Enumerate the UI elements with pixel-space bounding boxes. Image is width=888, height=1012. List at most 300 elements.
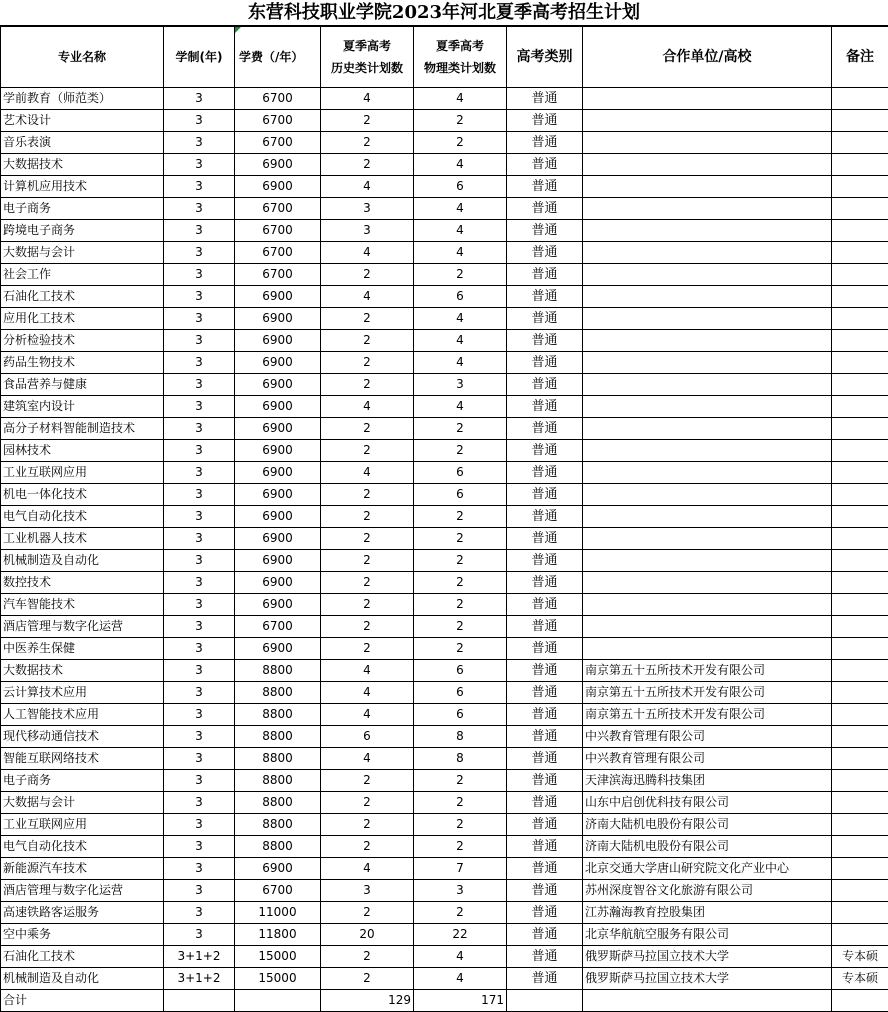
cell-physics-plan[interactable]: 2 (414, 594, 507, 616)
cell-partner[interactable] (583, 88, 832, 110)
cell-partner[interactable]: 苏州深度智谷文化旅游有限公司 (583, 880, 832, 902)
cell-remark[interactable] (832, 814, 888, 836)
header-partner[interactable]: 合作单位/高校 (583, 27, 832, 88)
header-history[interactable] (321, 27, 414, 88)
cell-fee[interactable]: 6700 (235, 88, 321, 110)
cell-history-plan[interactable]: 2 (321, 506, 414, 528)
cell-history-plan[interactable]: 2 (321, 814, 414, 836)
cell-duration[interactable]: 3 (164, 506, 235, 528)
cell-fee[interactable]: 6700 (235, 616, 321, 638)
cell-partner[interactable] (583, 418, 832, 440)
cell-major[interactable]: 应用化工技术 (1, 308, 164, 330)
cell-remark[interactable] (832, 88, 888, 110)
cell-partner[interactable] (583, 616, 832, 638)
cell-fee[interactable]: 6900 (235, 484, 321, 506)
cell-category[interactable]: 普通 (507, 506, 583, 528)
cell-major[interactable]: 数控技术 (1, 572, 164, 594)
cell-fee[interactable]: 6900 (235, 176, 321, 198)
cell-history-plan[interactable]: 3 (321, 198, 414, 220)
cell-category[interactable]: 普通 (507, 880, 583, 902)
cell-duration[interactable]: 3 (164, 814, 235, 836)
cell-remark[interactable] (832, 704, 888, 726)
cell-category[interactable]: 普通 (507, 264, 583, 286)
cell-category[interactable]: 普通 (507, 110, 583, 132)
cell-physics-plan[interactable]: 7 (414, 858, 507, 880)
cell-remark[interactable] (832, 770, 888, 792)
total-label[interactable]: 合计 (1, 990, 164, 1012)
cell-partner[interactable] (583, 352, 832, 374)
cell-major[interactable]: 酒店管理与数字化运营 (1, 880, 164, 902)
cell-partner[interactable]: 江苏瀚海教育控股集团 (583, 902, 832, 924)
cell-major[interactable]: 机电一体化技术 (1, 484, 164, 506)
cell-duration[interactable]: 3 (164, 440, 235, 462)
cell-major[interactable]: 机械制造及自动化 (1, 968, 164, 990)
cell-partner[interactable] (583, 198, 832, 220)
cell-history-plan[interactable]: 2 (321, 418, 414, 440)
cell-partner[interactable]: 北京交通大学唐山研究院文化产业中心 (583, 858, 832, 880)
cell-physics-plan[interactable]: 2 (414, 638, 507, 660)
cell-physics-plan[interactable]: 4 (414, 968, 507, 990)
cell-major[interactable]: 艺术设计 (1, 110, 164, 132)
cell-history-plan[interactable]: 4 (321, 242, 414, 264)
cell-fee[interactable]: 6900 (235, 506, 321, 528)
total-history[interactable]: 129 (321, 990, 414, 1012)
cell-physics-plan[interactable]: 4 (414, 352, 507, 374)
cell-remark[interactable] (832, 550, 888, 572)
cell-remark[interactable] (832, 858, 888, 880)
cell-fee[interactable]: 11000 (235, 902, 321, 924)
cell-partner[interactable] (583, 594, 832, 616)
cell-partner[interactable]: 南京第五十五所技术开发有限公司 (583, 682, 832, 704)
cell-partner[interactable] (583, 572, 832, 594)
total-empty-cell[interactable] (583, 990, 832, 1012)
cell-category[interactable]: 普通 (507, 484, 583, 506)
cell-partner[interactable]: 南京第五十五所技术开发有限公司 (583, 704, 832, 726)
cell-category[interactable]: 普通 (507, 946, 583, 968)
cell-partner[interactable] (583, 220, 832, 242)
cell-fee[interactable]: 8800 (235, 814, 321, 836)
cell-history-plan[interactable]: 6 (321, 726, 414, 748)
cell-duration[interactable]: 3 (164, 528, 235, 550)
cell-fee[interactable]: 6700 (235, 242, 321, 264)
cell-history-plan[interactable]: 2 (321, 352, 414, 374)
cell-duration[interactable]: 3 (164, 836, 235, 858)
cell-remark[interactable] (832, 440, 888, 462)
cell-major[interactable]: 学前教育（师范类） (1, 88, 164, 110)
cell-remark[interactable] (832, 330, 888, 352)
cell-category[interactable]: 普通 (507, 308, 583, 330)
cell-duration[interactable]: 3 (164, 682, 235, 704)
cell-fee[interactable]: 8800 (235, 726, 321, 748)
cell-category[interactable]: 普通 (507, 814, 583, 836)
cell-fee[interactable]: 6700 (235, 198, 321, 220)
cell-partner[interactable] (583, 154, 832, 176)
cell-partner[interactable]: 山东中启创优科技有限公司 (583, 792, 832, 814)
cell-physics-plan[interactable]: 2 (414, 616, 507, 638)
cell-fee[interactable]: 6700 (235, 110, 321, 132)
cell-duration[interactable]: 3 (164, 242, 235, 264)
cell-history-plan[interactable]: 4 (321, 682, 414, 704)
cell-category[interactable]: 普通 (507, 528, 583, 550)
cell-duration[interactable]: 3 (164, 924, 235, 946)
cell-major[interactable]: 新能源汽车技术 (1, 858, 164, 880)
cell-physics-plan[interactable]: 3 (414, 374, 507, 396)
cell-physics-plan[interactable]: 22 (414, 924, 507, 946)
cell-partner[interactable] (583, 330, 832, 352)
cell-history-plan[interactable]: 4 (321, 88, 414, 110)
cell-history-plan[interactable]: 4 (321, 858, 414, 880)
cell-partner[interactable]: 济南大陆机电股份有限公司 (583, 836, 832, 858)
cell-remark[interactable] (832, 572, 888, 594)
cell-physics-plan[interactable]: 2 (414, 550, 507, 572)
cell-major[interactable]: 工业互联网应用 (1, 814, 164, 836)
cell-physics-plan[interactable]: 4 (414, 330, 507, 352)
cell-duration[interactable]: 3 (164, 792, 235, 814)
cell-duration[interactable]: 3 (164, 770, 235, 792)
cell-major[interactable]: 建筑室内设计 (1, 396, 164, 418)
cell-remark[interactable] (832, 748, 888, 770)
cell-fee[interactable]: 11800 (235, 924, 321, 946)
cell-duration[interactable]: 3 (164, 286, 235, 308)
cell-partner[interactable] (583, 308, 832, 330)
cell-fee[interactable]: 6900 (235, 440, 321, 462)
cell-category[interactable]: 普通 (507, 132, 583, 154)
cell-physics-plan[interactable]: 2 (414, 902, 507, 924)
cell-remark[interactable] (832, 462, 888, 484)
cell-category[interactable]: 普通 (507, 220, 583, 242)
cell-fee[interactable]: 8800 (235, 792, 321, 814)
cell-physics-plan[interactable]: 6 (414, 176, 507, 198)
cell-physics-plan[interactable]: 4 (414, 946, 507, 968)
cell-fee[interactable]: 6900 (235, 550, 321, 572)
cell-duration[interactable]: 3 (164, 132, 235, 154)
cell-category[interactable]: 普通 (507, 352, 583, 374)
cell-partner[interactable] (583, 462, 832, 484)
cell-major[interactable]: 石油化工技术 (1, 946, 164, 968)
cell-major[interactable]: 工业互联网应用 (1, 462, 164, 484)
cell-category[interactable]: 普通 (507, 550, 583, 572)
cell-physics-plan[interactable]: 2 (414, 572, 507, 594)
cell-partner[interactable]: 俄罗斯萨马拉国立技术大学 (583, 946, 832, 968)
cell-history-plan[interactable]: 4 (321, 286, 414, 308)
cell-major[interactable]: 酒店管理与数字化运营 (1, 616, 164, 638)
cell-category[interactable]: 普通 (507, 682, 583, 704)
cell-category[interactable]: 普通 (507, 242, 583, 264)
cell-remark[interactable] (832, 902, 888, 924)
cell-history-plan[interactable]: 2 (321, 374, 414, 396)
cell-fee[interactable]: 6900 (235, 374, 321, 396)
cell-category[interactable]: 普通 (507, 836, 583, 858)
cell-physics-plan[interactable]: 4 (414, 242, 507, 264)
cell-category[interactable]: 普通 (507, 396, 583, 418)
cell-history-plan[interactable]: 2 (321, 836, 414, 858)
cell-category[interactable]: 普通 (507, 902, 583, 924)
cell-category[interactable]: 普通 (507, 770, 583, 792)
cell-category[interactable]: 普通 (507, 616, 583, 638)
cell-major[interactable]: 社会工作 (1, 264, 164, 286)
cell-remark[interactable] (832, 484, 888, 506)
cell-major[interactable]: 大数据技术 (1, 154, 164, 176)
cell-fee[interactable]: 6900 (235, 308, 321, 330)
cell-duration[interactable]: 3 (164, 198, 235, 220)
cell-history-plan[interactable]: 3 (321, 880, 414, 902)
cell-remark[interactable] (832, 264, 888, 286)
cell-physics-plan[interactable]: 2 (414, 528, 507, 550)
cell-physics-plan[interactable]: 2 (414, 814, 507, 836)
cell-physics-plan[interactable]: 3 (414, 880, 507, 902)
cell-partner[interactable] (583, 440, 832, 462)
cell-remark[interactable]: 专本硕 (832, 968, 888, 990)
cell-partner[interactable] (583, 264, 832, 286)
cell-category[interactable]: 普通 (507, 198, 583, 220)
cell-remark[interactable] (832, 726, 888, 748)
header-physics[interactable] (414, 27, 507, 88)
cell-remark[interactable]: 专本硕 (832, 946, 888, 968)
cell-fee[interactable]: 8800 (235, 660, 321, 682)
cell-duration[interactable]: 3 (164, 902, 235, 924)
cell-major[interactable]: 园林技术 (1, 440, 164, 462)
cell-fee[interactable]: 6900 (235, 154, 321, 176)
cell-history-plan[interactable]: 2 (321, 594, 414, 616)
cell-history-plan[interactable]: 2 (321, 550, 414, 572)
cell-duration[interactable]: 3 (164, 748, 235, 770)
cell-history-plan[interactable]: 2 (321, 638, 414, 660)
cell-major[interactable]: 电气自动化技术 (1, 836, 164, 858)
cell-major[interactable]: 音乐表演 (1, 132, 164, 154)
cell-major[interactable]: 空中乘务 (1, 924, 164, 946)
cell-fee[interactable]: 6900 (235, 638, 321, 660)
cell-duration[interactable]: 3 (164, 726, 235, 748)
cell-history-plan[interactable]: 4 (321, 748, 414, 770)
cell-partner[interactable] (583, 242, 832, 264)
cell-major[interactable]: 分析检验技术 (1, 330, 164, 352)
cell-category[interactable]: 普通 (507, 660, 583, 682)
cell-duration[interactable]: 3 (164, 88, 235, 110)
cell-major[interactable]: 药品生物技术 (1, 352, 164, 374)
cell-history-plan[interactable]: 2 (321, 330, 414, 352)
cell-category[interactable]: 普通 (507, 704, 583, 726)
total-physics[interactable]: 171 (414, 990, 507, 1012)
cell-physics-plan[interactable]: 2 (414, 792, 507, 814)
cell-fee[interactable]: 8800 (235, 748, 321, 770)
cell-duration[interactable]: 3 (164, 264, 235, 286)
cell-major[interactable]: 中医养生保健 (1, 638, 164, 660)
cell-partner[interactable] (583, 110, 832, 132)
cell-physics-plan[interactable]: 2 (414, 132, 507, 154)
cell-physics-plan[interactable]: 6 (414, 660, 507, 682)
cell-physics-plan[interactable]: 6 (414, 704, 507, 726)
cell-history-plan[interactable]: 2 (321, 616, 414, 638)
cell-remark[interactable] (832, 176, 888, 198)
cell-major[interactable]: 大数据技术 (1, 660, 164, 682)
cell-duration[interactable]: 3 (164, 374, 235, 396)
cell-fee[interactable]: 6900 (235, 462, 321, 484)
cell-duration[interactable]: 3+1+2 (164, 946, 235, 968)
cell-remark[interactable] (832, 154, 888, 176)
cell-remark[interactable] (832, 418, 888, 440)
cell-physics-plan[interactable]: 4 (414, 198, 507, 220)
cell-category[interactable]: 普通 (507, 968, 583, 990)
cell-remark[interactable] (832, 836, 888, 858)
cell-major[interactable]: 计算机应用技术 (1, 176, 164, 198)
cell-category[interactable]: 普通 (507, 330, 583, 352)
cell-category[interactable]: 普通 (507, 154, 583, 176)
cell-fee[interactable]: 6900 (235, 352, 321, 374)
cell-physics-plan[interactable]: 2 (414, 418, 507, 440)
cell-remark[interactable] (832, 132, 888, 154)
cell-physics-plan[interactable]: 4 (414, 308, 507, 330)
cell-category[interactable]: 普通 (507, 286, 583, 308)
cell-physics-plan[interactable]: 2 (414, 264, 507, 286)
cell-fee[interactable]: 8800 (235, 682, 321, 704)
cell-major[interactable]: 现代移动通信技术 (1, 726, 164, 748)
cell-major[interactable]: 智能互联网络技术 (1, 748, 164, 770)
cell-fee[interactable]: 6700 (235, 880, 321, 902)
cell-duration[interactable]: 3 (164, 594, 235, 616)
cell-remark[interactable] (832, 792, 888, 814)
cell-remark[interactable] (832, 286, 888, 308)
cell-major[interactable]: 汽车智能技术 (1, 594, 164, 616)
cell-fee[interactable]: 6900 (235, 396, 321, 418)
cell-fee[interactable]: 6900 (235, 572, 321, 594)
cell-physics-plan[interactable]: 2 (414, 770, 507, 792)
cell-history-plan[interactable]: 2 (321, 308, 414, 330)
header-major[interactable]: 专业名称 (1, 27, 164, 88)
cell-major[interactable]: 大数据与会计 (1, 792, 164, 814)
cell-duration[interactable]: 3 (164, 176, 235, 198)
cell-remark[interactable] (832, 616, 888, 638)
cell-partner[interactable]: 北京华航航空服务有限公司 (583, 924, 832, 946)
cell-partner[interactable] (583, 550, 832, 572)
cell-history-plan[interactable]: 2 (321, 770, 414, 792)
cell-duration[interactable]: 3 (164, 352, 235, 374)
cell-major[interactable]: 云计算技术应用 (1, 682, 164, 704)
cell-duration[interactable]: 3 (164, 550, 235, 572)
cell-duration[interactable]: 3 (164, 418, 235, 440)
cell-remark[interactable] (832, 242, 888, 264)
cell-fee[interactable]: 15000 (235, 968, 321, 990)
cell-remark[interactable] (832, 110, 888, 132)
cell-remark[interactable] (832, 528, 888, 550)
cell-fee[interactable]: 6900 (235, 418, 321, 440)
cell-history-plan[interactable]: 2 (321, 440, 414, 462)
cell-partner[interactable] (583, 484, 832, 506)
cell-partner[interactable]: 中兴教育管理有限公司 (583, 726, 832, 748)
cell-fee[interactable]: 8800 (235, 836, 321, 858)
cell-physics-plan[interactable]: 2 (414, 836, 507, 858)
cell-major[interactable]: 高分子材料智能制造技术 (1, 418, 164, 440)
total-empty-cell[interactable] (164, 990, 235, 1012)
cell-category[interactable]: 普通 (507, 748, 583, 770)
total-empty-cell[interactable] (507, 990, 583, 1012)
cell-partner[interactable] (583, 638, 832, 660)
header-category[interactable]: 高考类别 (507, 27, 583, 88)
cell-category[interactable]: 普通 (507, 418, 583, 440)
cell-fee[interactable]: 15000 (235, 946, 321, 968)
cell-partner[interactable]: 中兴教育管理有限公司 (583, 748, 832, 770)
cell-physics-plan[interactable]: 8 (414, 726, 507, 748)
cell-duration[interactable]: 3 (164, 462, 235, 484)
cell-history-plan[interactable]: 2 (321, 946, 414, 968)
cell-remark[interactable] (832, 660, 888, 682)
cell-duration[interactable]: 3 (164, 858, 235, 880)
cell-remark[interactable] (832, 396, 888, 418)
cell-duration[interactable]: 3 (164, 308, 235, 330)
cell-history-plan[interactable]: 2 (321, 528, 414, 550)
cell-physics-plan[interactable]: 6 (414, 286, 507, 308)
cell-physics-plan[interactable]: 8 (414, 748, 507, 770)
header-remark[interactable]: 备注 (832, 27, 888, 88)
cell-major[interactable]: 电气自动化技术 (1, 506, 164, 528)
cell-physics-plan[interactable]: 6 (414, 462, 507, 484)
cell-major[interactable]: 食品营养与健康 (1, 374, 164, 396)
cell-physics-plan[interactable]: 4 (414, 220, 507, 242)
cell-history-plan[interactable]: 4 (321, 660, 414, 682)
cell-history-plan[interactable]: 4 (321, 396, 414, 418)
cell-category[interactable]: 普通 (507, 638, 583, 660)
cell-remark[interactable] (832, 374, 888, 396)
cell-fee[interactable]: 6700 (235, 264, 321, 286)
cell-major[interactable]: 石油化工技术 (1, 286, 164, 308)
cell-category[interactable]: 普通 (507, 462, 583, 484)
cell-physics-plan[interactable]: 2 (414, 110, 507, 132)
cell-physics-plan[interactable]: 4 (414, 154, 507, 176)
cell-major[interactable]: 大数据与会计 (1, 242, 164, 264)
cell-history-plan[interactable]: 4 (321, 704, 414, 726)
cell-duration[interactable]: 3 (164, 110, 235, 132)
cell-category[interactable]: 普通 (507, 176, 583, 198)
cell-fee[interactable]: 6900 (235, 330, 321, 352)
cell-duration[interactable]: 3+1+2 (164, 968, 235, 990)
cell-duration[interactable]: 3 (164, 572, 235, 594)
cell-history-plan[interactable]: 4 (321, 176, 414, 198)
cell-duration[interactable]: 3 (164, 396, 235, 418)
cell-fee[interactable]: 6900 (235, 594, 321, 616)
cell-history-plan[interactable]: 2 (321, 484, 414, 506)
cell-remark[interactable] (832, 682, 888, 704)
cell-major[interactable]: 电子商务 (1, 198, 164, 220)
cell-category[interactable]: 普通 (507, 572, 583, 594)
cell-remark[interactable] (832, 506, 888, 528)
cell-category[interactable]: 普通 (507, 88, 583, 110)
cell-history-plan[interactable]: 2 (321, 572, 414, 594)
cell-category[interactable]: 普通 (507, 440, 583, 462)
cell-major[interactable]: 工业机器人技术 (1, 528, 164, 550)
cell-fee[interactable]: 8800 (235, 704, 321, 726)
cell-duration[interactable]: 3 (164, 154, 235, 176)
cell-partner[interactable] (583, 506, 832, 528)
cell-partner[interactable]: 俄罗斯萨马拉国立技术大学 (583, 968, 832, 990)
cell-history-plan[interactable]: 3 (321, 220, 414, 242)
cell-major[interactable]: 人工智能技术应用 (1, 704, 164, 726)
cell-partner[interactable]: 南京第五十五所技术开发有限公司 (583, 660, 832, 682)
cell-major[interactable]: 机械制造及自动化 (1, 550, 164, 572)
cell-history-plan[interactable]: 2 (321, 968, 414, 990)
cell-partner[interactable]: 济南大陆机电股份有限公司 (583, 814, 832, 836)
cell-partner[interactable]: 天津滨海迅腾科技集团 (583, 770, 832, 792)
cell-history-plan[interactable]: 20 (321, 924, 414, 946)
header-fee[interactable] (235, 27, 321, 88)
cell-major[interactable]: 跨境电子商务 (1, 220, 164, 242)
cell-partner[interactable] (583, 176, 832, 198)
cell-fee[interactable]: 8800 (235, 770, 321, 792)
header-duration[interactable]: 学制(年) (164, 27, 235, 88)
cell-history-plan[interactable]: 2 (321, 902, 414, 924)
cell-remark[interactable] (832, 880, 888, 902)
cell-remark[interactable] (832, 308, 888, 330)
cell-duration[interactable]: 3 (164, 220, 235, 242)
cell-remark[interactable] (832, 594, 888, 616)
